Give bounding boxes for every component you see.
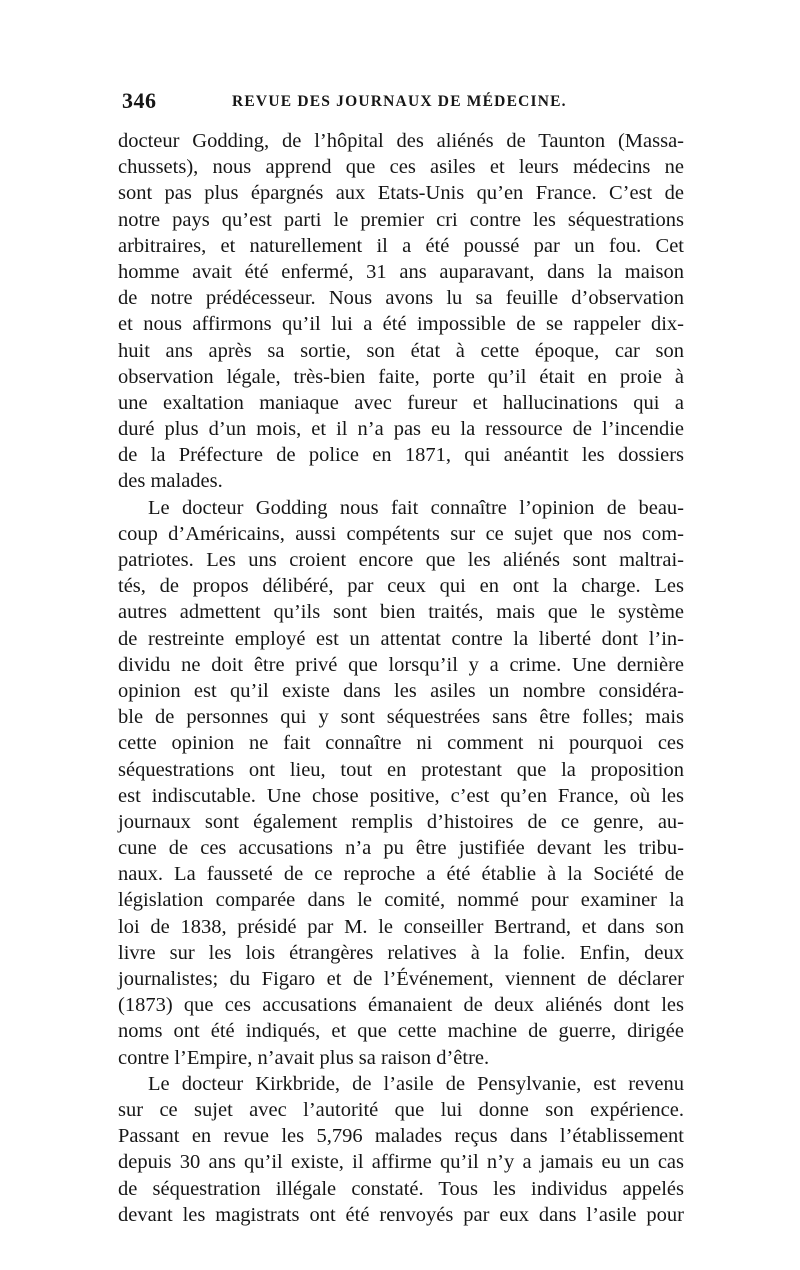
text-line: journaux sont également remplis d’histoires de ce genre, au-	[118, 810, 684, 833]
text-line: sur ce sujet avec l’autorité que lui donne son expérience.	[118, 1098, 684, 1121]
text-line: ble de personnes qui y sont séquestrées sans être folles; mais	[118, 706, 684, 729]
text-line: Le docteur Godding nous fait connaître l’opinion de beau-	[148, 496, 684, 519]
page-number: 346	[122, 88, 157, 113]
text-line: devant les magistrats ont été renvoyés par eux dans l’asile pour	[118, 1203, 684, 1226]
text-line: autres admettent qu’ils sont bien traités, mais que le système	[118, 601, 684, 624]
text-line: contre l’Empire, n’avait plus sa raison d’être.	[118, 1046, 490, 1069]
text-line: noms ont été indiqués, et que cette machine de guerre, dirigée	[118, 1020, 684, 1043]
text-line: des malades.	[118, 470, 223, 493]
text-line: journalistes; du Figaro et de l’Événement, viennent de déclarer	[118, 968, 684, 990]
text-line: et nous affirmons qu’il lui a été impossible de se rappeler dix-	[118, 313, 684, 336]
text-line: tés, de propos délibéré, par ceux qui en ont la charge. Les	[118, 575, 684, 598]
text-line: de séquestration illégale constaté. Tous les individus appelés	[118, 1177, 684, 1200]
text-line: coup d’Américains, aussi compétents sur ce sujet que nos com-	[118, 522, 684, 545]
text-line: législation comparée dans le comité, nommé pour examiner la	[118, 889, 684, 912]
text-line: cette opinion ne fait connaître ni comment ni pourquoi ces	[118, 732, 684, 755]
text-line: depuis 30 ans qu’il existe, il affirme qu’il n’y a jamais eu un cas	[118, 1151, 684, 1174]
text-line: loi de 1838, présidé par M. le conseiller Bertrand, et dans son	[118, 915, 684, 938]
text-line: Passant en revue les 5,796 malades reçus dans l’établissement	[118, 1125, 684, 1148]
body-text	[118, 128, 684, 1228]
text-line: de restreinte employé est un attentat contre la liberté dont l’in-	[118, 627, 684, 650]
text-line: livre sur les lois étrangères relatives à la folie. Enfin, deux	[118, 941, 684, 964]
text-line: de la Préfecture de police en 1871, qui anéantit les dossiers	[118, 444, 684, 467]
text-line: notre pays qu’est parti le premier cri contre les séquestrations	[118, 208, 684, 231]
book-page	[118, 88, 684, 1228]
text-line: est indiscutable. Une chose positive, c’est qu’en France, où les	[118, 784, 684, 807]
text-line: Le docteur Kirkbride, de l’asile de Pensylvanie, est revenu	[148, 1072, 684, 1095]
text-line: cune de ces accusations n’a pu être justifiée devant les tribu-	[118, 837, 684, 860]
text-line: (1873) que ces accusations émanaient de deux aliénés dont les	[118, 994, 684, 1017]
text-line: docteur Godding, de l’hôpital des aliénés de Taunton (Massa-	[118, 130, 684, 152]
text-line: chussets), nous apprend que ces asiles et leurs médecins ne	[118, 156, 684, 179]
text-line: arbitraires, et naturellement il a été poussé par un fou. Cet	[118, 234, 684, 257]
running-title: REVUE DES JOURNAUX DE MÉDECINE.	[232, 93, 567, 110]
text-line: une exaltation maniaque avec fureur et hallucinations qui a	[118, 391, 684, 414]
running-head	[118, 88, 684, 122]
text-line: opinion est qu’il existe dans les asiles un nombre considéra-	[118, 679, 684, 702]
text-line: duré plus d’un mois, et il n’a pas eu la ressource de l’incendie	[118, 418, 684, 441]
text-line: sont pas plus épargnés aux Etats-Unis qu’en France. C’est de	[118, 182, 684, 205]
text-line: séquestrations ont lieu, tout en protestant que la proposition	[118, 758, 684, 781]
text-line: huit ans après sa sortie, son état à cette époque, car son	[118, 339, 684, 362]
text-line: patriotes. Les uns croient encore que les aliénés sont maltrai-	[118, 549, 684, 571]
text-line: homme avait été enfermé, 31 ans auparavant, dans la maison	[118, 260, 684, 283]
text-line: dividu ne doit être privé que lorsqu’il y a crime. Une dernière	[118, 653, 684, 676]
text-line: de notre prédécesseur. Nous avons lu sa feuille d’observation	[118, 287, 684, 310]
text-line: observation légale, très-bien faite, porte qu’il était en proie à	[118, 365, 684, 388]
text-line: naux. La fausseté de ce reproche a été établie à la Société de	[118, 863, 684, 886]
